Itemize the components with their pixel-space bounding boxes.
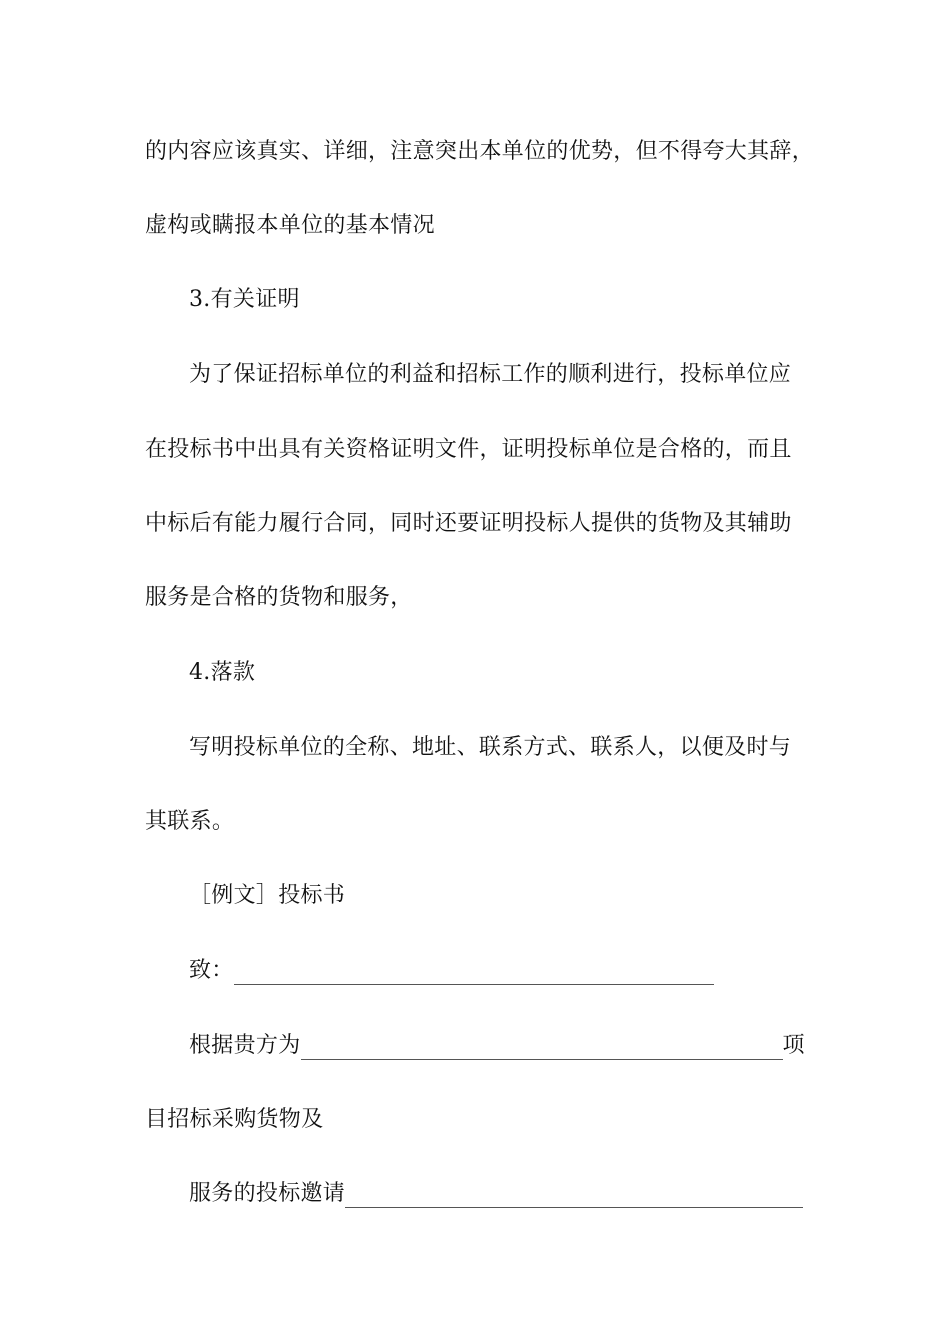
to-line [189,951,714,991]
paragraph-line: 其联系。 [145,809,235,834]
paragraph-line: 中标后有能力履行合同，同时还要证明投标人提供的货物及其辅助 [145,511,792,536]
to-label: 致： [189,958,234,983]
project-blank [301,1031,783,1060]
paragraph-line: 的内容应该真实、详细，注意突出本单位的优势，但不得夸大其辞， [145,139,815,164]
according-line [189,1026,805,1066]
example-title: ［例文］投标书 [189,883,346,908]
invitation-line [189,1174,803,1214]
section-heading: 3.有关证明 [189,287,300,312]
item-suffix: 项 [782,1033,805,1058]
paragraph-line: 虚构或瞒报本单位的基本情况 [145,213,435,238]
paragraph-line: 写明投标单位的全称、地址、联系方式、联系人，以便及时与 [189,735,792,760]
paragraph-line: 服务是合格的货物和服务， [145,585,413,610]
invitation-label: 服务的投标邀请 [189,1181,346,1206]
paragraph-line: 在投标书中出具有关资格证明文件，证明投标单位是合格的，而且 [145,437,792,462]
section-heading: 4.落款 [189,660,256,685]
according-label: 根据贵方为 [189,1033,301,1058]
recipient-blank [234,956,714,985]
paragraph-line: 目招标采购货物及 [145,1107,324,1132]
invitation-blank [345,1179,803,1208]
paragraph-line: 为了保证招标单位的利益和招标工作的顺利进行，投标单位应 [189,362,792,387]
